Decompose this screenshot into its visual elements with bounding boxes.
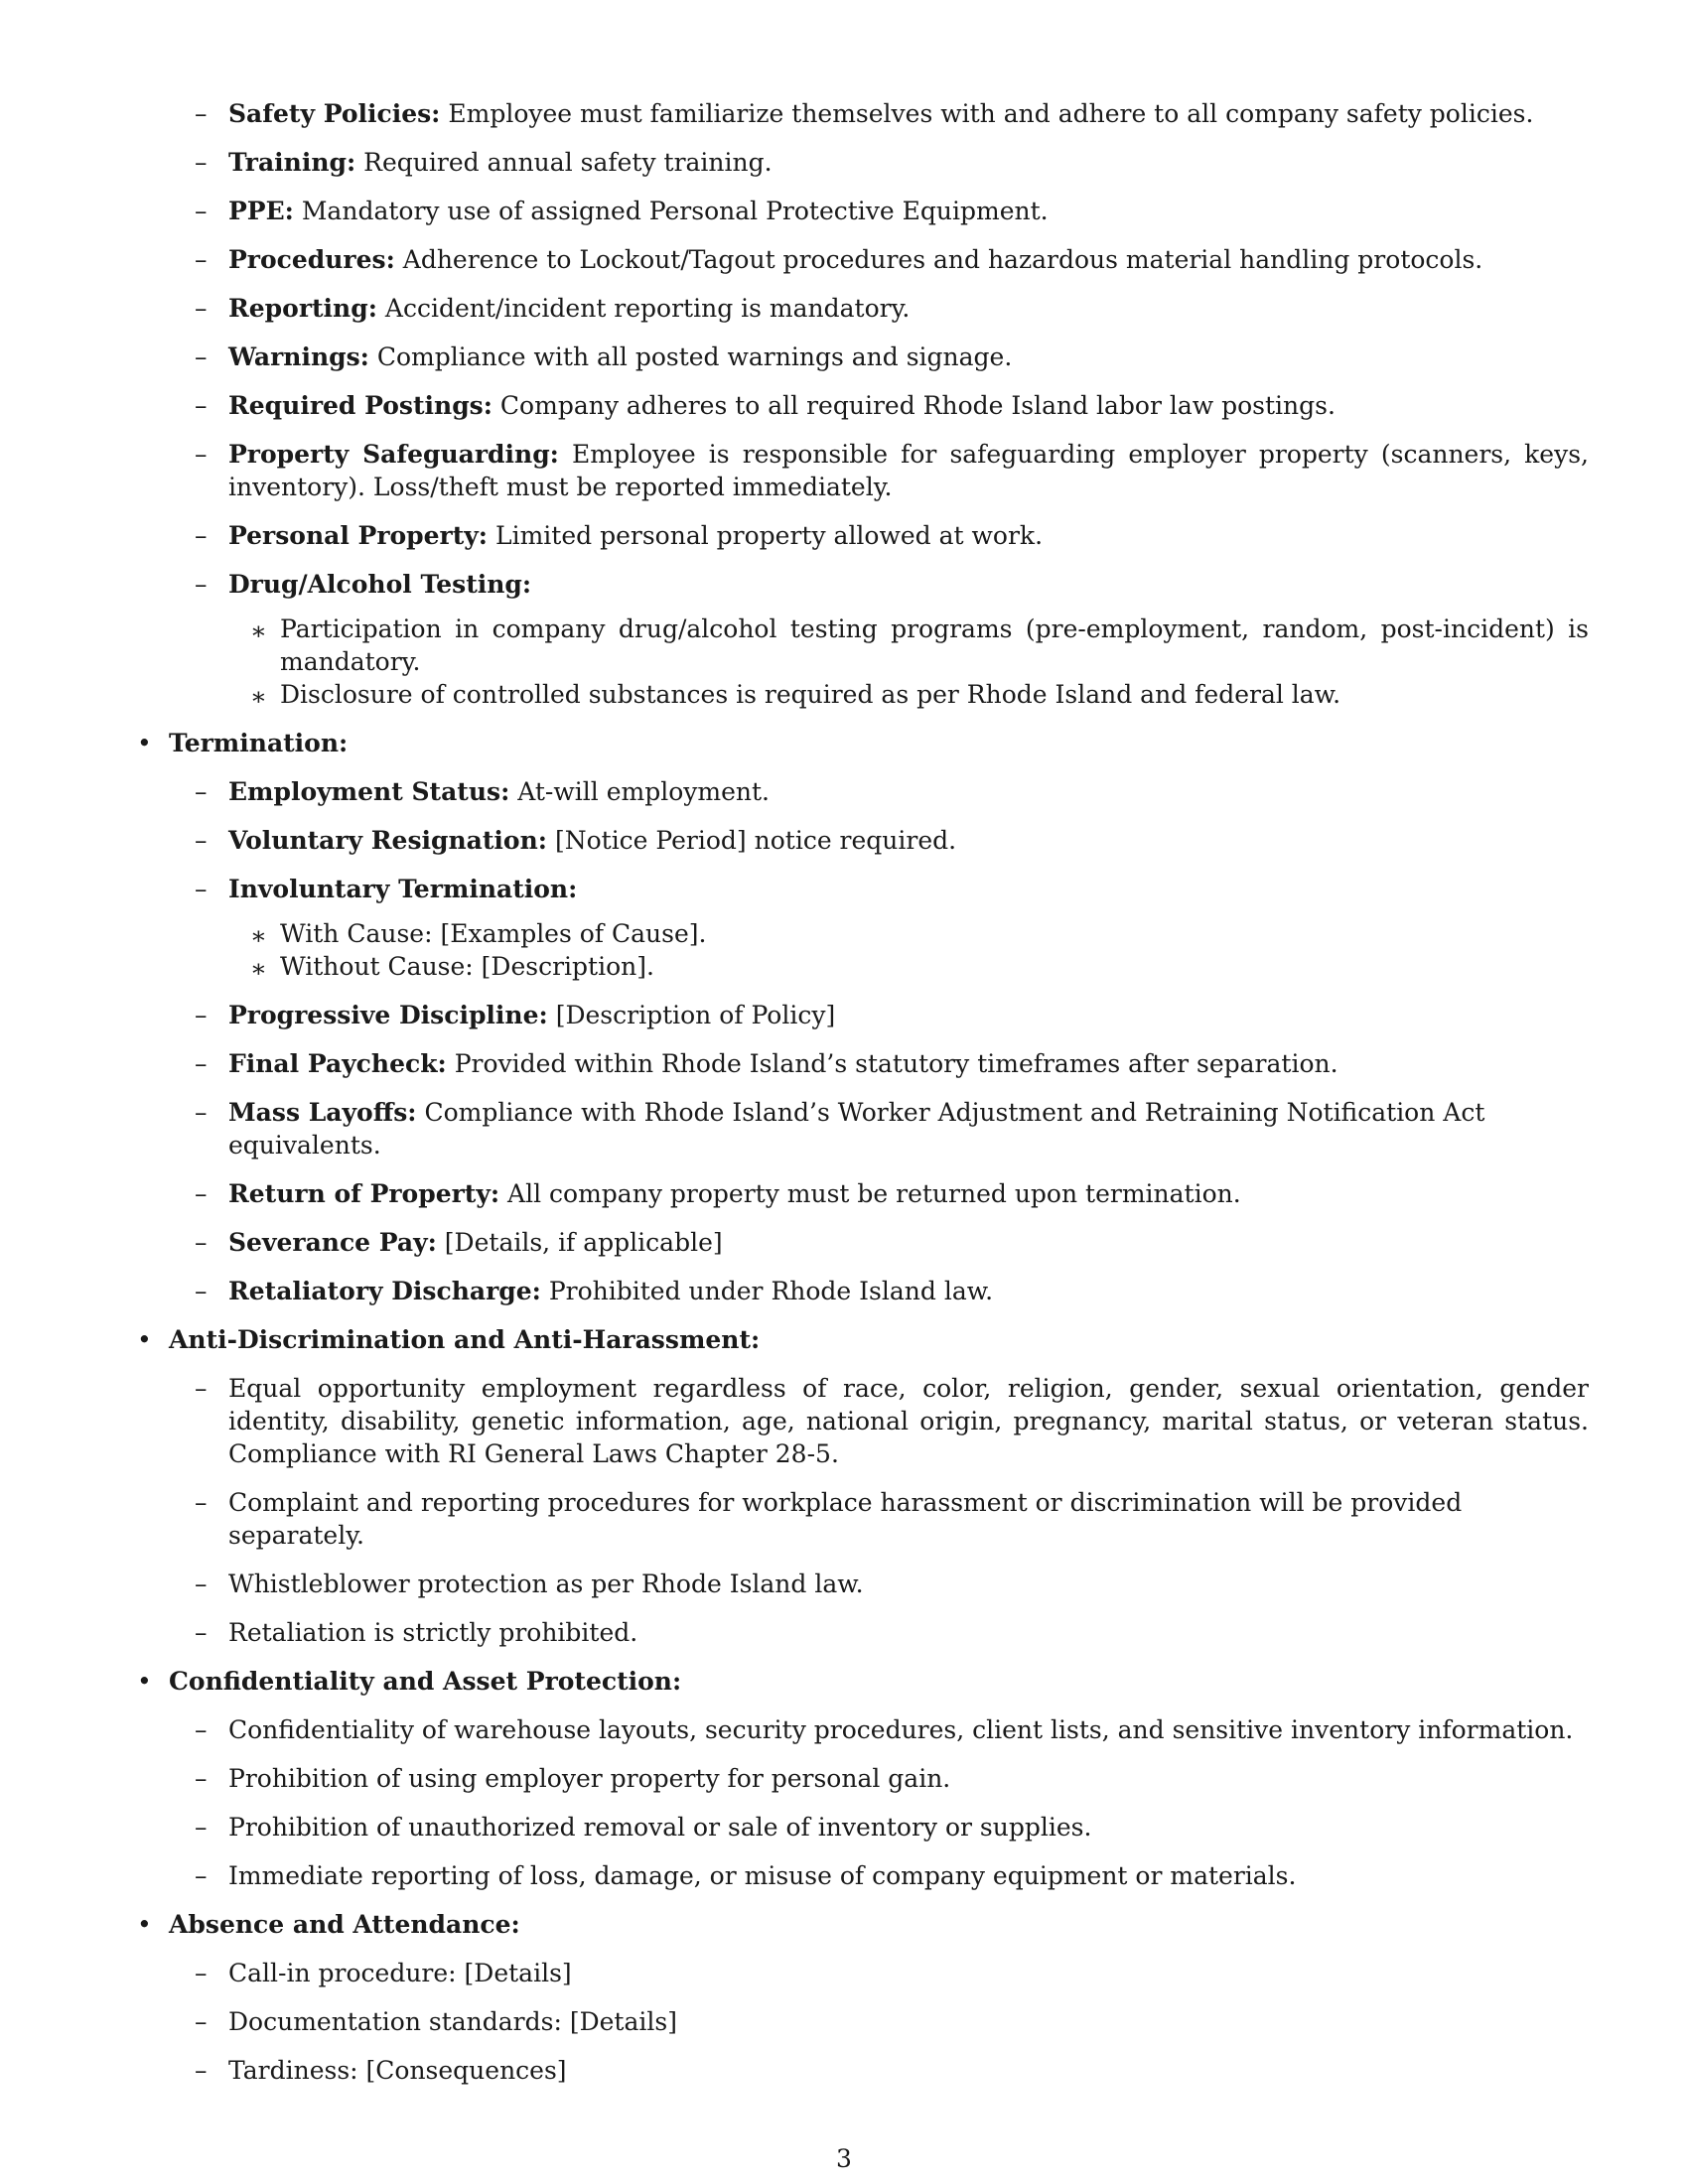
item-text: Accident/incident reporting is mandatory. (376, 294, 911, 323)
dash-marker: – (195, 1861, 208, 1890)
item-text: Tardiness: [Consequences] (228, 2056, 567, 2085)
item-term: Return of Property: (228, 1179, 500, 1208)
item-text: Documentation standards: [Details] (228, 2007, 677, 2036)
document-body (137, 97, 1589, 2103)
dash-marker: – (195, 2056, 208, 2085)
item-term: PPE: (228, 197, 294, 225)
list-item (137, 1713, 1589, 1746)
item-text: At-will employment. (509, 777, 770, 806)
item-text: Company adheres to all required Rhode Island labor law postings. (492, 391, 1336, 420)
sub-item-text: With Cause: [Examples of Cause]. (280, 919, 707, 948)
sub-list-item (137, 678, 1589, 711)
item-text: Confidentiality of warehouse layouts, security procedures, client lists, and sensitive inventory information. (228, 1715, 1574, 1744)
page-number: 3 (836, 2144, 852, 2173)
bullet-marker: • (137, 1910, 152, 1939)
section-heading-termination (137, 727, 1589, 759)
list-item (137, 873, 1589, 905)
item-text: Required annual safety training. (355, 148, 773, 177)
item-text: [Details, if applicable] (436, 1228, 723, 1257)
item-text: Employee is responsible for safeguarding employer property (scanners, keys, inventory). Loss/theft must be reported immediately. (228, 440, 1589, 501)
item-text: Employee must familiarize themselves with and adhere to all company safety policies. (440, 99, 1534, 128)
dash-marker: – (195, 1570, 208, 1598)
bullet-marker: • (137, 1667, 152, 1696)
dash-marker: – (195, 1049, 208, 1078)
dash-marker: – (195, 197, 208, 225)
item-text: Mandatory use of assigned Personal Protective Equipment. (293, 197, 1049, 225)
item-term: Involuntary Termination: (228, 875, 578, 903)
bullet-marker: • (137, 729, 152, 757)
dash-marker: – (195, 1959, 208, 1987)
list-item (137, 1047, 1589, 1080)
dash-marker: – (195, 1374, 208, 1403)
sub-list-item (137, 917, 1589, 950)
sub-item-text: Disclosure of controlled substances is required as per Rhode Island and federal law. (280, 680, 1341, 709)
list-item (137, 1762, 1589, 1795)
item-term: Safety Policies: (228, 99, 441, 128)
bullet-marker: • (137, 1325, 152, 1354)
drug-testing-sublist (137, 613, 1589, 711)
list-item (137, 775, 1589, 808)
dash-marker: – (195, 294, 208, 323)
list-item (137, 1096, 1589, 1161)
dash-marker: – (195, 1228, 208, 1257)
list-item (137, 1177, 1589, 1210)
item-text: Compliance with all posted warnings and signage. (368, 342, 1013, 371)
item-term: Training: (228, 148, 356, 177)
involuntary-sublist (137, 917, 1589, 983)
item-term: Retaliatory Discharge: (228, 1277, 541, 1305)
list-item (137, 568, 1589, 601)
item-text: Whistleblower protection as per Rhode Island law. (228, 1570, 864, 1598)
dash-marker: – (195, 99, 208, 128)
list-item (137, 2005, 1589, 2038)
dash-marker: – (195, 148, 208, 177)
item-term: Procedures: (228, 245, 395, 274)
item-term: Mass Layoffs: (228, 1098, 417, 1127)
termination-list (137, 775, 1589, 1307)
item-text: Retaliation is strictly prohibited. (228, 1618, 638, 1647)
list-item (137, 1616, 1589, 1649)
dash-marker: – (195, 1715, 208, 1744)
list-item (137, 1568, 1589, 1600)
star-marker: ∗ (250, 682, 267, 711)
section-title: Anti-Discrimination and Anti-Harassment: (169, 1325, 761, 1354)
item-term: Required Postings: (228, 391, 492, 420)
confidentiality-list (137, 1713, 1589, 1892)
list-item (137, 97, 1589, 130)
dash-marker: – (195, 875, 208, 903)
item-text: Prohibition of unauthorized removal or sale of inventory or supplies. (228, 1813, 1092, 1842)
item-term: Employment Status: (228, 777, 510, 806)
dash-marker: – (195, 440, 208, 469)
list-item (137, 1372, 1589, 1470)
item-text: Prohibition of using employer property for personal gain. (228, 1764, 951, 1793)
item-term: Final Paycheck: (228, 1049, 447, 1078)
list-item (137, 243, 1589, 276)
absence-list (137, 1957, 1589, 2087)
item-text: All company property must be returned upon termination. (499, 1179, 1241, 1208)
item-text: Compliance with Rhode Island’s Worker Adjustment and Retraining Notification Act equivalents. (228, 1098, 1485, 1160)
dash-marker: – (195, 391, 208, 420)
sub-list-item (137, 950, 1589, 983)
star-marker: ∗ (250, 921, 267, 950)
dash-marker: – (195, 1001, 208, 1029)
item-text: Adherence to Lockout/Tagout procedures and hazardous material handling protocols. (394, 245, 1483, 274)
sub-item-text: Participation in company drug/alcohol testing programs (pre-employment, random, post-incident) is mandatory. (280, 614, 1589, 676)
item-text: [Notice Period] notice required. (547, 826, 957, 855)
list-item (137, 1859, 1589, 1892)
item-term: Warnings: (228, 342, 369, 371)
anti-discrimination-list (137, 1372, 1589, 1649)
dash-marker: – (195, 1764, 208, 1793)
item-text: [Description of Policy] (547, 1001, 836, 1029)
list-item (137, 1275, 1589, 1307)
list-item (137, 2054, 1589, 2087)
dash-marker: – (195, 826, 208, 855)
dash-marker: – (195, 570, 208, 599)
section-title: Confidentiality and Asset Protection: (169, 1667, 682, 1696)
safety-list (137, 97, 1589, 711)
list-item (137, 438, 1589, 503)
list-item (137, 341, 1589, 373)
dash-marker: – (195, 1488, 208, 1517)
sub-list-item (137, 613, 1589, 678)
dash-marker: – (195, 1277, 208, 1305)
item-term: Drug/Alcohol Testing: (228, 570, 532, 599)
item-term: Personal Property: (228, 521, 489, 550)
dash-marker: – (195, 1098, 208, 1127)
list-item (137, 824, 1589, 857)
list-item (137, 146, 1589, 179)
item-text: Immediate reporting of loss, damage, or misuse of company equipment or materials. (228, 1861, 1297, 1890)
section-heading-absence (137, 1908, 1589, 1941)
item-text: Call-in procedure: [Details] (228, 1959, 572, 1987)
section-heading-confidentiality (137, 1665, 1589, 1698)
list-item (137, 519, 1589, 552)
item-text: Provided within Rhode Island’s statutory timeframes after separation. (446, 1049, 1338, 1078)
dash-marker: – (195, 342, 208, 371)
item-text: Prohibited under Rhode Island law. (540, 1277, 994, 1305)
list-item (137, 1486, 1589, 1552)
star-marker: ∗ (250, 954, 267, 983)
list-item (137, 999, 1589, 1031)
dash-marker: – (195, 1618, 208, 1647)
list-item (137, 1957, 1589, 1989)
list-item (137, 292, 1589, 325)
dash-marker: – (195, 1179, 208, 1208)
item-term: Progressive Discipline: (228, 1001, 548, 1029)
sub-item-text: Without Cause: [Description]. (280, 952, 654, 981)
list-item (137, 389, 1589, 422)
list-item (137, 195, 1589, 227)
dash-marker: – (195, 2007, 208, 2036)
dash-marker: – (195, 777, 208, 806)
dash-marker: – (195, 1813, 208, 1842)
section-title: Absence and Attendance: (169, 1910, 520, 1939)
list-item (137, 1226, 1589, 1259)
dash-marker: – (195, 521, 208, 550)
item-text: Limited personal property allowed at work. (488, 521, 1044, 550)
star-marker: ∗ (250, 616, 267, 645)
item-text: Equal opportunity employment regardless of race, color, religion, gender, sexual orientation, gender identity, disability, genetic information, age, national origin, pregnancy, marital status, or veteran status. Compliance with RI General Laws Chapter 28-5. (228, 1374, 1589, 1468)
item-term: Voluntary Resignation: (228, 826, 548, 855)
item-term: Property Safeguarding: (228, 440, 559, 469)
section-heading-anti-discrimination (137, 1323, 1589, 1356)
item-text: Complaint and reporting procedures for workplace harassment or discrimination will be provided separately. (228, 1488, 1463, 1550)
list-item (137, 1811, 1589, 1843)
item-term: Reporting: (228, 294, 377, 323)
dash-marker: – (195, 245, 208, 274)
item-term: Severance Pay: (228, 1228, 437, 1257)
section-title: Termination: (169, 729, 349, 757)
